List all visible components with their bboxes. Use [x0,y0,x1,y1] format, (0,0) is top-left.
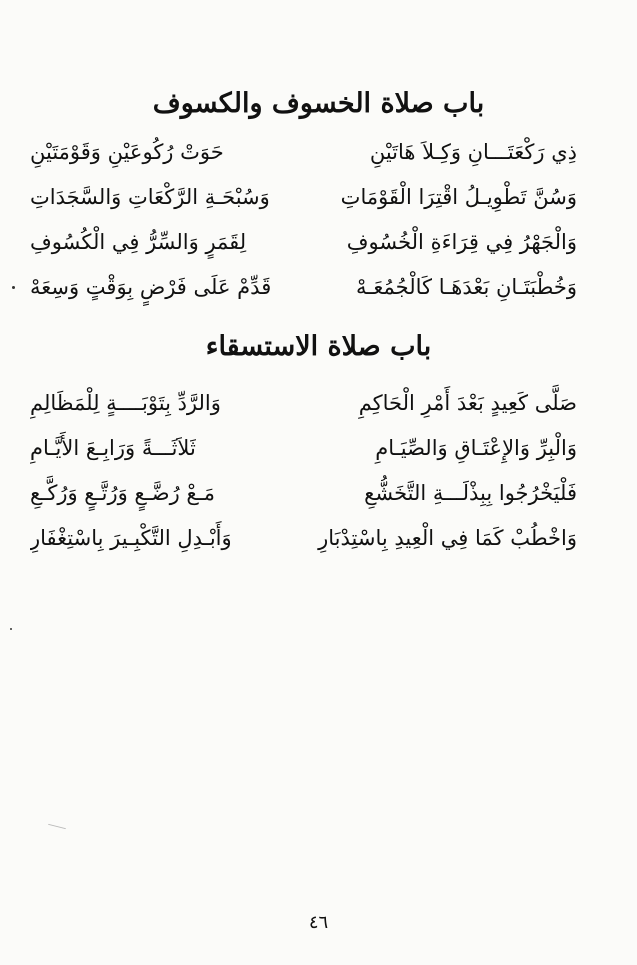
poem-rain-prayer [30,381,577,561]
first-hemistich: فَلْيَخْرُجُوا بِبِذْلَـــةِ التَّخَشُّعِ [364,481,577,505]
section-title-rain-prayer: باب صلاة الاستسقاء [205,331,432,362]
first-hemistich: وَالْبِرِّ وَالإِعْتَـاقِ وَالصِّيَـامِ [375,436,577,460]
verse-line [30,426,577,471]
verse-line [30,175,577,220]
first-hemistich: صَلَّى كَعِيدٍ بَعْدَ أَمْرِ الْحَاكِمِ [358,391,577,415]
verse-line [30,516,577,561]
second-hemistich: وَالرَّدِّ بِتَوْبَــــةٍ لِلْمَظَالِمِ [30,391,221,415]
second-hemistich: ثَلاَثَـــةً وَرَابِـعَ الأَيَّـامِ [30,436,196,460]
first-hemistich: وَخُطْبَتَـانِ بَعْدَهَـا كَالْجُمُعَـهْ [355,275,577,299]
poem-eclipse [30,130,577,310]
first-hemistich: وَاخْطُبْ كَمَا فِي الْعِيدِ بِاسْتِدْبَارِ [318,526,577,550]
section-title-eclipse: باب صلاة الخسوف والكسوف [152,88,485,119]
verse-line [30,130,577,175]
verse-line [30,381,577,426]
verse-line [30,471,577,516]
first-hemistich: وَالْجَهْرُ فِي قِرَاءَةِ الْخُسُوفِ [346,230,577,254]
first-hemistich: ذِي رَكْعَتَـــانِ وَكِـلاَ هَاتَيْنِ [369,140,577,164]
scan-mark [48,824,66,829]
second-hemistich: لِقَمَرٍ وَالسِّرُّ فِي الْكُسُوفِ [30,230,247,254]
second-hemistich: مَـعْ رُضَّـعٍ وَرُتَّـعٍ وَرُكَّـعِ [30,481,215,505]
scan-speck [12,286,15,289]
second-hemistich: قَدِّمْ عَلَى فَرْضٍ بِوَقْتٍ وَسِعَهْ [30,275,272,299]
verse-line [30,265,577,310]
first-hemistich: وَسُنَّ تَطْوِيـلُ اقْتِرَا الْقَوْمَاتِ [340,185,577,209]
scan-speck [10,628,12,630]
second-hemistich: وَأَبْـدِلِ التَّكْبِـيرَ بِاسْتِغْفَارِ [30,526,232,550]
second-hemistich: وَسُبْحَـةِ الرَّكْعَاتِ وَالسَّجَدَاتِ [30,185,270,209]
page-number: ٤٦ [308,912,329,933]
second-hemistich: حَوَتْ رُكُوعَيْنِ وَقَوْمَتَيْنِ [30,140,224,164]
verse-line [30,220,577,265]
